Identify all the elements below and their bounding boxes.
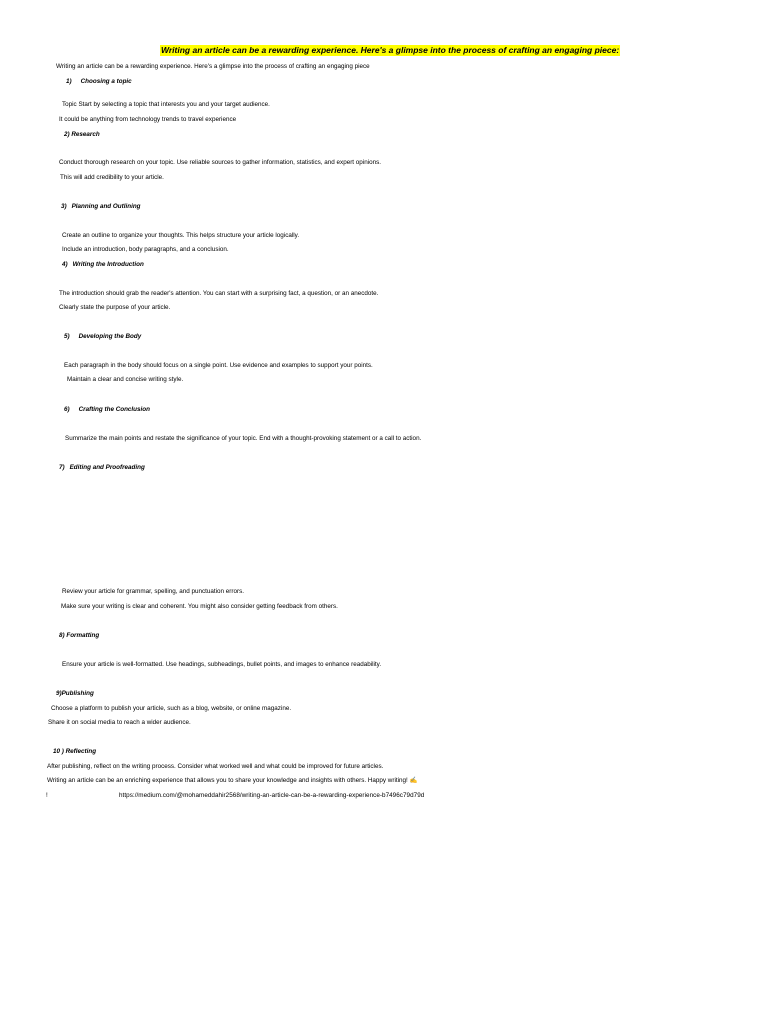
section-4-line-2: Clearly state the purpose of your article.: [59, 304, 171, 311]
section-title-6: Crafting the Conclusion: [78, 406, 150, 413]
section-heading-4: [62, 260, 144, 269]
section-number-7: 7): [59, 464, 65, 471]
section-4-line-1: The introduction should grab the reader's attention. You can start with a surprising fact, a question, or an anecdote.: [59, 290, 379, 297]
document-title: Writing an article can be a rewarding experience. Here's a glimpse into the process of crafting an engaging piece:: [161, 45, 620, 55]
section-title-1: Choosing a topic: [80, 78, 132, 85]
section-2-line-2: This will add credibility to your article.: [60, 174, 164, 181]
section-title-5: Developing the Body: [78, 333, 142, 340]
section-heading-7: [59, 463, 145, 472]
section-title-2: Research: [71, 131, 100, 138]
section-heading-6: [64, 405, 150, 414]
section-10-line-1: After publishing, reflect on the writing process. Consider what worked well and what could be improved for future articles.: [47, 763, 384, 770]
section-title-10: Reflecting: [65, 748, 97, 755]
section-title-7: Editing and Proofreading: [69, 464, 145, 471]
section-title-4: Writing the Introduction: [72, 261, 144, 268]
section-5-line-2: Maintain a clear and concise writing style.: [67, 376, 184, 383]
section-1-line-2: It could be anything from technology trends to travel experience: [59, 116, 237, 123]
section-heading-3: [61, 202, 141, 211]
section-number-10: 10 ): [53, 748, 64, 755]
section-heading-1: [66, 77, 132, 86]
section-2-line-1: Conduct thorough research on your topic. Use reliable sources to gather information, statistics, and expert opinions.: [59, 159, 382, 166]
section-number-4: 4): [62, 261, 68, 268]
section-number-1: 1): [66, 78, 72, 85]
section-3-line-2: Include an introduction, body paragraphs, and a conclusion.: [62, 246, 229, 253]
section-9-line-2: Share it on social media to reach a wider audience.: [48, 719, 191, 726]
source-url-link[interactable]: https://medium.com/@mohameddahir2568/writing-an-article-can-be-a-rewarding-experience-b7496c79d79d: [119, 792, 425, 799]
footer-marker: !: [46, 792, 48, 799]
section-5-line-1: Each paragraph in the body should focus on a single point. Use evidence and examples to support your points.: [64, 362, 373, 369]
section-number-8: 8): [59, 632, 65, 639]
section-3-line-1: Create an outline to organize your thoughts. This helps structure your article logically.: [62, 232, 300, 239]
section-number-5: 5): [64, 333, 70, 340]
section-title-8: Formatting: [66, 632, 100, 639]
section-6-line-1: Summarize the main points and restate the significance of your topic. End with a thought-provoking statement or a call to action.: [65, 435, 422, 442]
section-heading-5: [64, 332, 141, 341]
section-number-2: 2): [64, 131, 70, 138]
section-number-6: 6): [64, 406, 70, 413]
section-heading-8: [59, 631, 99, 640]
section-7-line-2: Make sure your writing is clear and coherent. You might also consider getting feedback from others.: [61, 603, 338, 610]
section-7-line-1: Review your article for grammar, spelling, and punctuation errors.: [62, 588, 244, 595]
section-number-9: 9): [56, 690, 62, 697]
section-title-9: Publishing: [61, 690, 94, 697]
section-heading-2: [64, 130, 100, 139]
section-number-3: 3): [61, 203, 67, 210]
section-9-line-1: Choose a platform to publish your article, such as a blog, website, or online magazine.: [51, 705, 292, 712]
section-10-line-2: Writing an article can be an enriching experience that allows you to share your knowledge and insights with others. Happy writing! ✍️: [47, 777, 418, 784]
section-8-line-1: Ensure your article is well-formatted. Use headings, subheadings, bullet points, and images to enhance readability.: [62, 661, 382, 668]
section-1-line-1: Topic Start by selecting a topic that interests you and your target audience.: [62, 101, 270, 108]
intro-text: Writing an article can be a rewarding experience. Here's a glimpse into the process of crafting an engaging piece: [56, 63, 370, 70]
section-heading-10: [53, 747, 96, 756]
section-heading-9: [56, 689, 94, 698]
section-title-3: Planning and Outlining: [71, 203, 141, 210]
